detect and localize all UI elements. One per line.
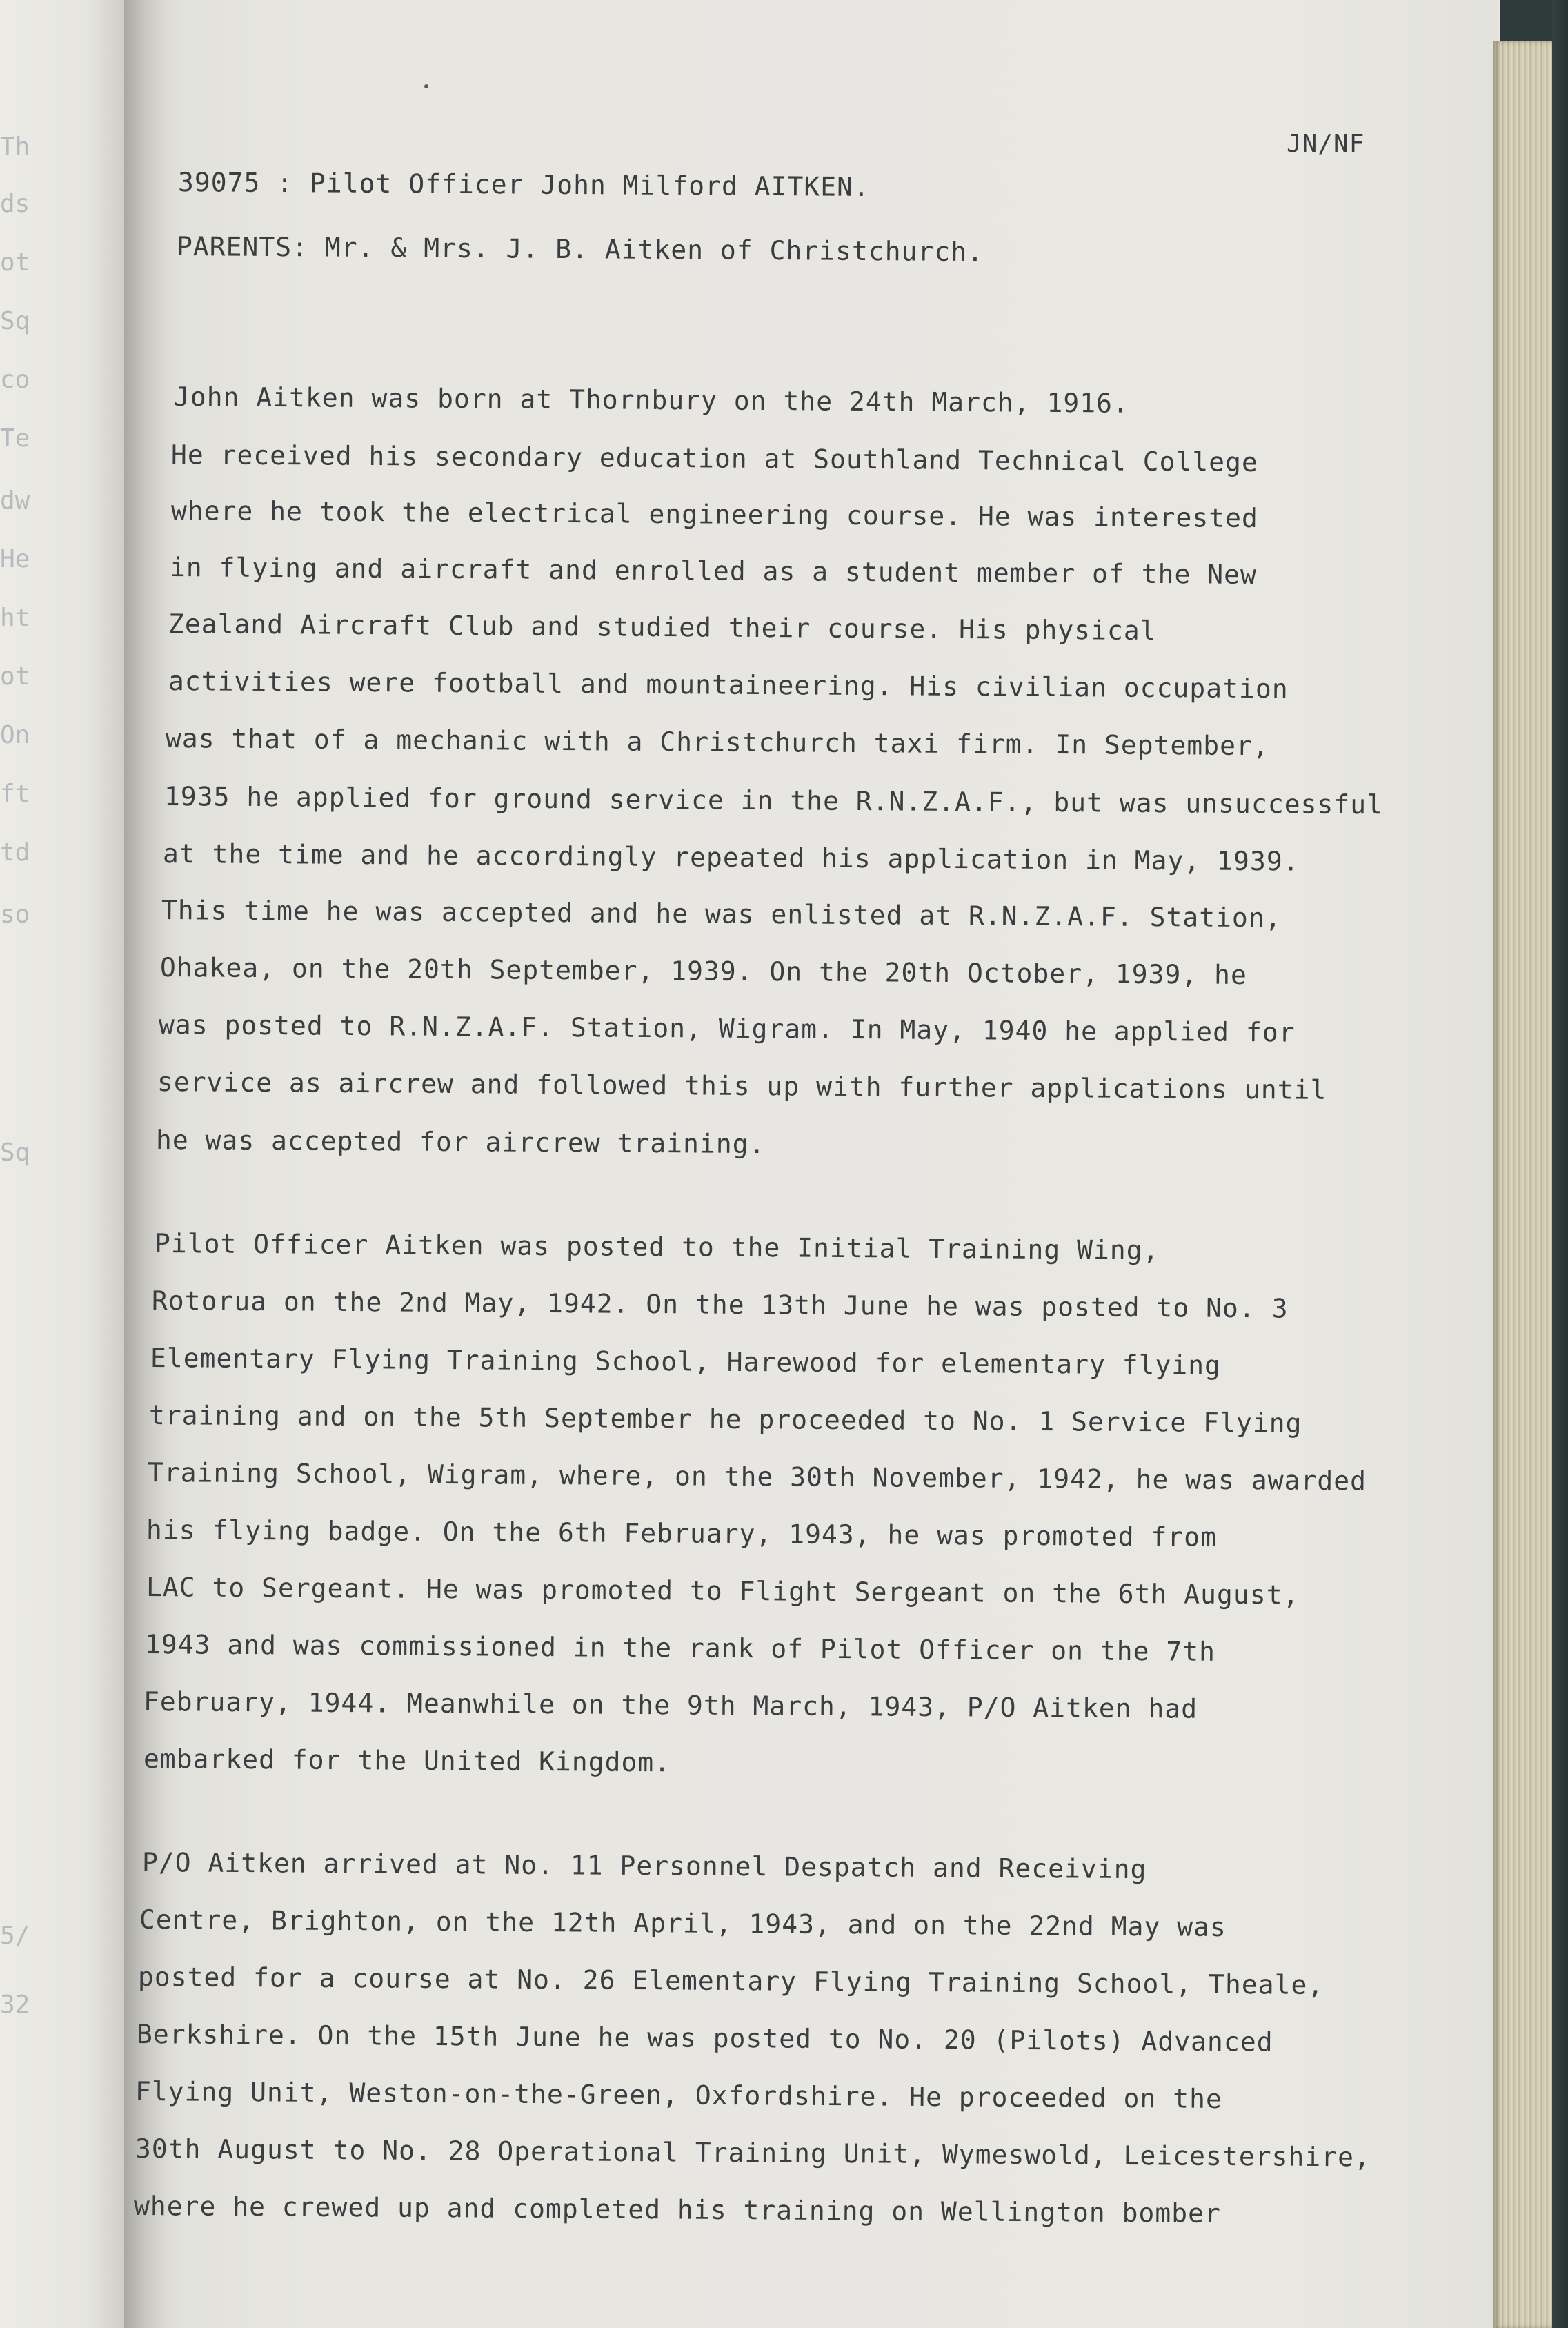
left-page-fragment: ft	[0, 780, 30, 808]
body-line: John Aitken was born at Thornbury on the 24th March, 1916.	[173, 382, 1130, 419]
page-edges	[1493, 41, 1554, 2328]
left-page-fragment: On	[0, 721, 30, 749]
body-line: 30th August to No. 28 Operational Training Unit, Wymeswold, Leicestershire,	[135, 2133, 1371, 2173]
body-line: at the time and he accordingly repeated his application in May, 1939.	[162, 838, 1300, 877]
body-line: was posted to R.N.Z.A.F. Station, Wigram. In May, 1940 he applied for	[158, 1009, 1296, 1048]
left-page-fragment: Sq	[0, 1138, 30, 1167]
body-line: Berkshire. On the 15th June he was posted to No. 20 (Pilots) Advanced	[136, 2019, 1273, 2058]
body-line: LAC to Sergeant. He was promoted to Flight Sergeant on the 6th August,	[146, 1572, 1300, 1610]
body-line: Pilot Officer Aitken was posted to the Initial Training Wing,	[154, 1228, 1160, 1266]
body-line: was that of a mechanic with a Christchurch taxi firm. In September,	[165, 723, 1269, 762]
left-page-fragment: 32	[0, 1991, 30, 2019]
body-line: his flying badge. On the 6th February, 1943, he was promoted from	[146, 1515, 1218, 1552]
left-page-fragment: Sq	[0, 307, 30, 335]
body-line: Rotorua on the 2nd May, 1942. On the 13th June he was posted to No. 3	[151, 1285, 1289, 1324]
body-line: Elementary Flying Training School, Harewood for elementary flying	[150, 1343, 1222, 1381]
body-line: Flying Unit, Weston-on-the-Green, Oxfordshire. He proceeded on the	[135, 2076, 1223, 2115]
ink-speck	[424, 84, 428, 88]
parents-line: PARENTS: Mr. & Mrs. J. B. Aitken of Christchurch.	[176, 231, 984, 268]
body-line: where he crewed up and completed his training on Wellington bomber	[133, 2191, 1222, 2229]
body-line: Zealand Aircraft Club and studied their course. His physical	[168, 609, 1157, 647]
body-line: service as aircrew and followed this up with further applications until	[157, 1067, 1327, 1105]
left-page-fragment: td	[0, 838, 30, 867]
body-line: P/O Aitken arrived at No. 11 Personnel Despatch and Receiving	[141, 1847, 1147, 1885]
body-line: in flying and aircraft and enrolled as a student member of the New	[169, 552, 1258, 591]
body-line: He received his secondary education at Southland Technical College	[170, 440, 1259, 478]
body-line: February, 1944. Meanwhile on the 9th March, 1943, P/O Aitken had	[143, 1686, 1198, 1724]
left-page-fragment: Th	[0, 132, 30, 161]
left-page-fragment: He	[0, 545, 30, 573]
left-page-fragment: ot	[0, 662, 30, 691]
body-line: 1935 he applied for ground service in the R.N.Z.A.F., but was unsuccessful	[163, 781, 1384, 820]
left-page-fragment: so	[0, 900, 30, 929]
body-line: where he took the electrical engineering course. He was interested	[170, 495, 1259, 534]
body-line: he was accepted for aircrew training.	[155, 1125, 766, 1160]
body-line: posted for a course at No. 26 Elementary Flying Training School, Theale,	[137, 1962, 1324, 2001]
left-page-fragment: Te	[0, 424, 30, 453]
record-heading: 39075 : Pilot Officer John Milford AITKEN.	[177, 167, 871, 203]
body-line: Training School, Wigram, where, on the 30th November, 1942, he was awarded	[147, 1457, 1367, 1497]
body-line: training and on the 5th September he proceeded to No. 1 Service Flying	[148, 1400, 1302, 1439]
left-page-fragment: dw	[0, 486, 30, 515]
body-line: 1943 and was commissioned in the rank of Pilot Officer on the 7th	[144, 1629, 1216, 1667]
left-facing-page	[0, 0, 124, 2328]
left-page-fragment: ds	[0, 190, 30, 218]
body-line: Ohakea, on the 20th September, 1939. On the 20th October, 1939, he	[159, 952, 1248, 991]
body-line: activities were football and mountaineering. His civilian occupation	[168, 666, 1289, 704]
left-page-fragment: ht	[0, 604, 30, 632]
left-page-fragment: co	[0, 366, 30, 394]
left-page-fragment: ot	[0, 248, 30, 277]
body-line: embarked for the United Kingdom.	[143, 1744, 671, 1778]
body-line: This time he was accepted and he was enlisted at R.N.Z.A.F. Station,	[161, 895, 1282, 934]
reference-initials: JN/NF	[1287, 130, 1365, 158]
left-page-fragment: 5/	[0, 1922, 30, 1950]
body-line: Centre, Brighton, on the 12th April, 1943, and on the 22nd May was	[139, 1904, 1227, 1943]
book-cover-edge	[1552, 0, 1568, 2328]
